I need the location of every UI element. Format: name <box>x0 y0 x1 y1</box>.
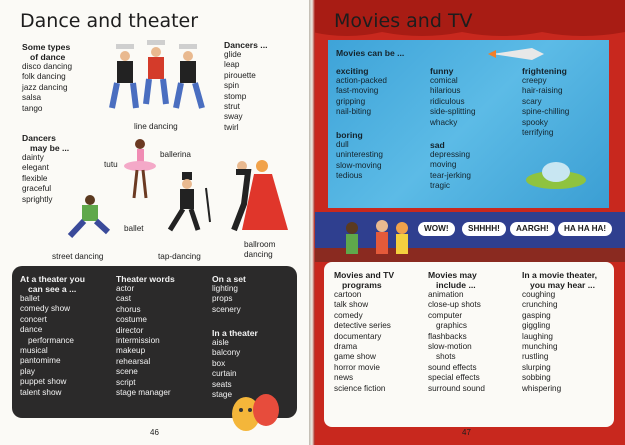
list-item: sprightly <box>22 194 53 204</box>
list-item: terrifying <box>522 128 554 138</box>
list-heading: Theater words <box>116 274 175 284</box>
list-item: hair-raising <box>522 86 563 96</box>
list-item: comedy <box>334 310 363 320</box>
list-item: tragic <box>430 181 451 191</box>
list-item: crunching <box>522 300 558 310</box>
list-item: tedious <box>336 171 363 181</box>
label-tap-dancing: tap-dancing <box>158 252 201 261</box>
list-item: cartoon <box>334 290 362 299</box>
list-item: science fiction <box>334 383 386 393</box>
list-heading: include ... <box>436 280 476 290</box>
list-heading: Dancers ... <box>224 40 268 50</box>
ballroom-dancers-illustration <box>234 160 288 230</box>
list-item: gripping <box>336 96 366 106</box>
list-item: talk show <box>334 300 369 310</box>
list-item: scene <box>116 367 138 377</box>
list-heading: Movies and TV <box>334 270 395 280</box>
list-item: salsa <box>22 93 42 103</box>
list-item: play <box>20 366 36 376</box>
list-item: stage <box>212 390 233 400</box>
list-item: seats <box>212 379 232 389</box>
right-page <box>312 0 625 445</box>
movie-screen <box>328 40 609 208</box>
list-heading: Dancers <box>22 133 56 143</box>
frightening-list <box>522 66 569 138</box>
list-item: flexible <box>22 173 48 183</box>
list-item: special effects <box>428 373 480 383</box>
movies-can-be-heading <box>336 48 404 58</box>
list-item: lighting <box>212 284 238 293</box>
list-item: hilarious <box>430 86 461 96</box>
list-item: comedy show <box>20 304 71 314</box>
list-item: stomp <box>224 91 247 101</box>
list-item: elegant <box>22 163 49 173</box>
list-heading: of dance <box>30 52 66 62</box>
list-item: scary <box>522 96 542 106</box>
list-item: actor <box>116 284 135 293</box>
list-item: leap <box>224 60 240 70</box>
list-item: spine-chilling <box>522 107 570 117</box>
list-item: pirouette <box>224 70 256 80</box>
tap-dancer-illustration <box>170 172 210 230</box>
page-title-dance: Dance and theater <box>20 10 199 32</box>
list-item: coughing <box>522 290 556 299</box>
list-item: slow-moving <box>336 160 382 170</box>
list-heading: On a set <box>212 274 246 284</box>
list-item: strut <box>224 102 240 112</box>
list-item: script <box>116 377 136 387</box>
list-item: nail-biting <box>336 107 372 117</box>
list-item: puppet show <box>20 377 67 387</box>
label-tutu: tutu <box>104 160 118 169</box>
speech-bubble-aargh: AARGH! <box>510 222 555 236</box>
list-item: graceful <box>22 184 52 194</box>
exciting-list <box>336 66 387 118</box>
speech-bubble-shhhh: SHHHH! <box>462 222 506 236</box>
list-item: folk dancing <box>22 72 66 82</box>
list-item: rehearsal <box>116 356 151 366</box>
list-item: dainty <box>22 153 44 162</box>
label-line-dancing: line dancing <box>134 122 178 131</box>
list-item: animation <box>428 290 464 299</box>
list-item: whacky <box>430 117 458 127</box>
label-street-dancing: street dancing <box>52 252 104 261</box>
label-line: dancing <box>244 250 273 260</box>
list-item: director <box>116 325 144 335</box>
list-heading: frightening <box>522 66 567 76</box>
list-item: game show <box>334 352 376 362</box>
list-item: whispering <box>522 383 562 393</box>
list-item: news <box>334 373 354 383</box>
list-item: pantomime <box>20 356 61 366</box>
list-item: detective series <box>334 321 391 331</box>
list-item: horror movie <box>334 362 380 372</box>
list-item: documentary <box>334 331 382 341</box>
list-item: performance <box>28 335 74 345</box>
list-item: chorus <box>116 304 141 314</box>
list-heading: In a theater <box>212 328 258 338</box>
list-item: twirl <box>224 122 239 132</box>
list-heading: boring <box>336 130 363 140</box>
list-item: costume <box>116 315 147 325</box>
movies-tv-programs-list <box>334 270 394 394</box>
page-number-right: 47 <box>462 428 471 437</box>
page-title-movies: Movies and TV <box>334 10 473 32</box>
list-item: ridiculous <box>430 96 465 106</box>
list-heading: exciting <box>336 66 369 76</box>
list-item: computer <box>428 310 463 320</box>
label-ballroom <box>244 240 275 261</box>
list-item: action-packed <box>336 76 387 85</box>
list-item: tango <box>22 103 43 113</box>
list-item: makeup <box>116 346 146 356</box>
theater-can-see-list <box>20 274 85 398</box>
page-number-left: 46 <box>150 428 159 437</box>
movie-words-box <box>324 262 614 427</box>
list-item: balcony <box>212 348 241 358</box>
stage-audience <box>312 212 625 262</box>
list-item: depressing <box>430 150 471 159</box>
list-item: sway <box>224 112 243 122</box>
list-item: close-up shots <box>428 300 481 310</box>
line-dancers-illustration <box>112 40 202 108</box>
ballerina-illustration <box>124 139 156 198</box>
list-item: tear-jerking <box>430 170 471 180</box>
sad-list <box>430 140 471 192</box>
list-item: side-splitting <box>430 107 476 117</box>
list-heading: you may hear ... <box>530 280 595 290</box>
label-ballet: ballet <box>124 224 144 233</box>
dance-illustrations <box>0 0 312 266</box>
left-page <box>0 0 312 445</box>
list-item: dull <box>336 140 349 149</box>
list-heading: programs <box>342 280 382 290</box>
funny-list <box>430 66 476 128</box>
list-heading: Movies can be ... <box>336 48 405 58</box>
list-item: stage manager <box>116 388 171 398</box>
speech-bubble-wow: WOW! <box>418 222 455 236</box>
list-item: sound effects <box>428 362 477 372</box>
list-item: drama <box>334 342 358 352</box>
list-item: uninteresting <box>336 150 383 160</box>
list-heading: funny <box>430 66 454 76</box>
list-item: spooky <box>522 117 548 127</box>
list-item: graphics <box>436 321 467 331</box>
list-heading: may be ... <box>30 143 70 153</box>
rocket-icon <box>488 42 548 66</box>
movies-include-list <box>428 270 485 394</box>
list-item: ballet <box>20 294 40 303</box>
list-item: slow-motion <box>428 342 472 352</box>
list-item: spin <box>224 81 240 91</box>
list-item: box <box>212 358 226 368</box>
book-spine <box>309 0 315 445</box>
list-item: gasping <box>522 310 551 320</box>
on-a-set-list <box>212 274 246 315</box>
list-item: comical <box>430 76 458 85</box>
list-heading: In a movie theater, <box>522 270 597 280</box>
list-item: dance <box>20 325 43 335</box>
list-heading: Movies may <box>428 270 477 280</box>
flying-saucer-icon <box>524 158 588 192</box>
list-item: slurping <box>522 362 551 372</box>
speech-bubble-hahaha: HA HA HA! <box>558 222 612 236</box>
list-heading: Some types <box>22 42 71 52</box>
street-dancer-illustration <box>70 195 108 236</box>
list-item: giggling <box>522 321 551 331</box>
list-item: shots <box>436 352 456 362</box>
list-item: jazz dancing <box>22 82 68 92</box>
list-heading: At a theater you <box>20 274 85 284</box>
list-item: creepy <box>522 76 547 85</box>
label-ballerina: ballerina <box>160 150 191 159</box>
list-item: cast <box>116 294 132 304</box>
list-item: sobbing <box>522 373 551 383</box>
list-heading: can see a ... <box>28 284 77 294</box>
list-item: talent show <box>20 387 62 397</box>
list-item: flashbacks <box>428 331 467 341</box>
label-line: ballroom <box>244 240 276 249</box>
list-item: props <box>212 294 233 304</box>
list-item: moving <box>430 160 457 170</box>
list-item: aisle <box>212 338 229 347</box>
list-item: concert <box>20 314 47 324</box>
list-item: munching <box>522 342 558 352</box>
list-item: curtain <box>212 369 237 379</box>
list-item: musical <box>20 346 48 356</box>
list-item: rustling <box>522 352 549 362</box>
list-item: intermission <box>116 336 160 346</box>
list-item: surround sound <box>428 383 485 393</box>
list-item: disco dancing <box>22 62 73 71</box>
theater-words-list <box>116 274 175 398</box>
list-item: scenery <box>212 304 241 314</box>
theater-masks-icon <box>226 388 286 438</box>
boring-list <box>336 130 383 182</box>
list-item: laughing <box>522 331 553 341</box>
movie-theater-hear-list <box>522 270 597 394</box>
list-item: fast-moving <box>336 86 379 96</box>
list-item: glide <box>224 50 242 59</box>
list-heading: sad <box>430 140 445 150</box>
